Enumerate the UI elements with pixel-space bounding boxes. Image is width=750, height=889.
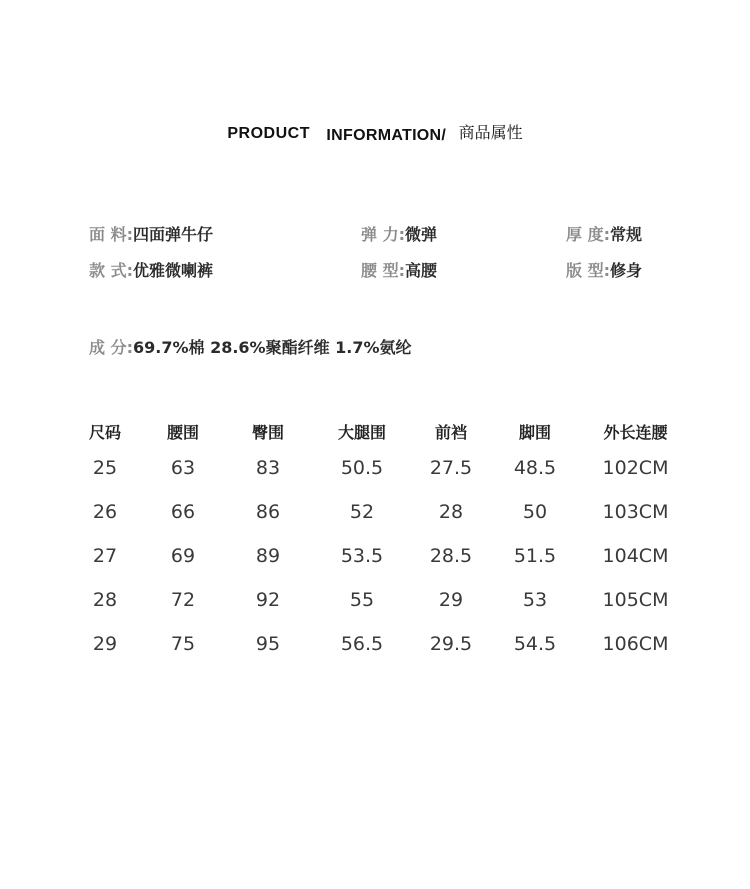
table-cell: 48.5 [513,457,557,479]
table-row [72,490,687,534]
table-cell: 50.5 [340,457,384,479]
attr-value: 优雅微喇裤 [132,261,213,280]
attr-value: 四面弹牛仔 [132,225,213,244]
attr-value: 常规 [609,225,642,244]
table-cell: 54.5 [513,633,557,655]
table-cell: 69 [170,545,196,567]
attr-label: 面 料: [89,225,133,244]
attr-waist-type [361,258,437,281]
attr-label: 版 型: [566,261,610,280]
attr-label: 成 分: [89,338,133,357]
table-row [72,578,687,622]
table-cell: 72 [170,589,196,611]
table-cell: 75 [170,633,196,655]
table-cell: 102CM [602,457,669,479]
table-cell: 56.5 [340,633,384,655]
table-cell: 26 [92,501,118,523]
attr-label: 厚 度: [566,225,610,244]
table-cell: 27.5 [429,457,473,479]
table-cell: 86 [255,501,281,523]
header-length: 外长连腰 [603,422,668,442]
header-leg-opening: 脚围 [518,422,551,442]
attr-fabric [89,222,213,245]
table-cell: 51.5 [513,545,557,567]
table-header-row [72,416,687,446]
attr-value: 修身 [609,261,642,280]
table-row [72,446,687,490]
table-cell: 92 [255,589,281,611]
table-cell: 104CM [602,545,669,567]
table-cell: 105CM [602,589,669,611]
table-cell: 50 [522,501,548,523]
table-cell: 103CM [602,501,669,523]
attr-value: 69.7%棉 28.6%聚酯纤维 1.7%氨纶 [132,338,412,357]
header-waist: 腰围 [166,422,199,442]
table-cell: 28 [92,589,118,611]
attr-fit [566,258,642,281]
header-thigh: 大腿围 [337,422,386,442]
title-product: PRODUCT [227,125,310,142]
table-cell: 63 [170,457,196,479]
title-information: INFORMATION/ [326,127,447,144]
attr-value: 高腰 [404,261,437,280]
attr-label: 款 式: [89,261,133,280]
table-cell: 66 [170,501,196,523]
table-cell: 53.5 [340,545,384,567]
table-cell: 53 [522,589,548,611]
table-cell: 83 [255,457,281,479]
attr-label: 腰 型: [361,261,405,280]
attr-style [89,258,213,281]
size-table [72,416,687,666]
table-row [72,622,687,666]
attr-label: 弹 力: [361,225,405,244]
table-cell: 106CM [602,633,669,655]
attr-value: 微弹 [404,225,437,244]
section-title [0,120,750,143]
header-size: 尺码 [88,422,121,442]
attr-elasticity [361,222,437,245]
header-front-rise: 前裆 [434,422,467,442]
table-cell: 89 [255,545,281,567]
table-cell: 27 [92,545,118,567]
table-cell: 52 [349,501,375,523]
table-cell: 55 [349,589,375,611]
table-cell: 29.5 [429,633,473,655]
table-row [72,534,687,578]
table-cell: 25 [92,457,118,479]
title-cn: 商品属性 [458,125,523,142]
header-hip: 臀围 [251,422,284,442]
table-cell: 28 [438,501,464,523]
table-cell: 28.5 [429,545,473,567]
table-cell: 29 [92,633,118,655]
attr-composition [89,335,412,358]
table-cell: 95 [255,633,281,655]
table-cell: 29 [438,589,464,611]
attr-thickness [566,222,642,245]
